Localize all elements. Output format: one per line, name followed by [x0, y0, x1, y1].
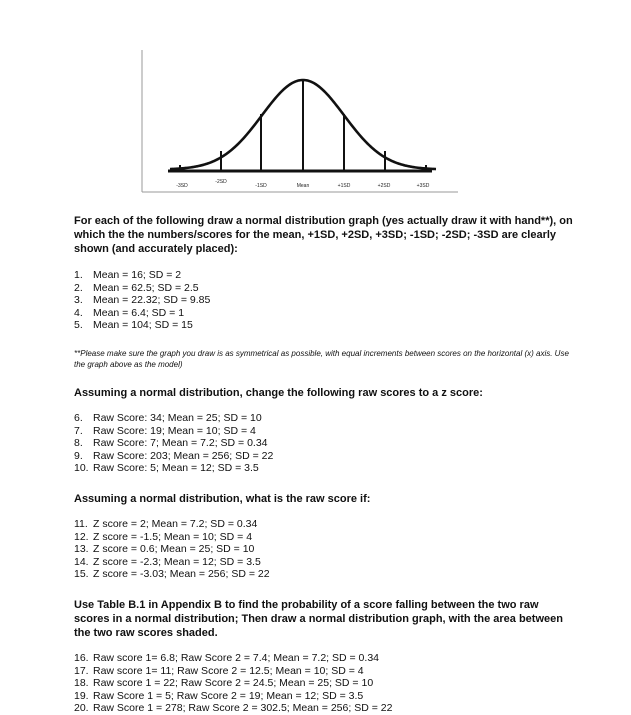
item-text: Raw Score: 19; Mean = 10; SD = 4	[93, 424, 256, 437]
list-item	[74, 568, 574, 581]
item-text: Raw Score: 34; Mean = 25; SD = 10	[93, 411, 262, 424]
item-text: Z score = -3.03; Mean = 256; SD = 22	[93, 568, 270, 581]
list-item	[74, 307, 574, 320]
item-text: Z score = -2.3; Mean = 12; SD = 3.5	[93, 555, 261, 568]
item-number: 4.	[74, 306, 83, 319]
item-number: 9.	[74, 449, 83, 462]
item-text: Raw score 1= 11; Raw Score 2 = 12.5; Mean = 10; SD = 4	[93, 664, 364, 677]
item-number: 10.	[74, 462, 89, 475]
normal-curve-svg	[140, 44, 465, 196]
section2-list	[74, 412, 574, 475]
item-number: 1.	[74, 269, 83, 281]
tick-label-minus1sd: -1SD	[255, 183, 267, 189]
section2-instructions: Assuming a normal distribution, change the following raw scores to a z score:	[74, 386, 483, 399]
section1-instructions: For each of the following draw a normal distribution graph (yes actually draw it with hand**), on which the the numbers/scores for the mean, +1SD, +2SD, +3SD; -1SD; -2SD; -3SD are clearly shown (and accurately placed):	[74, 215, 573, 255]
item-text: Mean = 16; SD = 2	[93, 269, 182, 281]
section4-list	[74, 652, 574, 715]
item-text: Raw Score 1 = 5; Raw Score 2 = 19; Mean = 12; SD = 3.5	[93, 689, 364, 702]
item-text: Z score = -1.5; Mean = 10; SD = 4	[93, 530, 253, 543]
item-text: Raw Score: 203; Mean = 256; SD = 22	[93, 449, 274, 462]
item-number: 2.	[74, 281, 83, 294]
item-text: Mean = 6.4; SD = 1	[93, 306, 185, 319]
list-item	[74, 531, 574, 544]
item-text: Z score = 2; Mean = 7.2; SD = 0.34	[93, 517, 258, 530]
item-number: 19.	[74, 689, 89, 702]
section3-list	[74, 518, 574, 581]
list-item	[74, 556, 574, 569]
item-text: Raw Score: 5; Mean = 12; SD = 3.5	[93, 462, 259, 475]
tick-label-plus3sd: +3SD	[416, 183, 430, 189]
tick-label-mean: Mean	[296, 183, 310, 189]
item-number: 7.	[74, 424, 83, 437]
item-number: 12.	[74, 530, 89, 543]
list-item	[74, 319, 574, 332]
tick-label-plus2sd: +2SD	[377, 183, 391, 189]
list-item	[74, 543, 574, 556]
item-number: 3.	[74, 294, 83, 307]
list-item	[74, 665, 574, 678]
item-text: Raw Score: 7; Mean = 7.2; SD = 0.34	[93, 437, 268, 450]
tick-label-minus3sd: -3SD	[176, 183, 188, 189]
item-text: Mean = 104; SD = 15	[93, 319, 193, 332]
item-number: 16.	[74, 651, 89, 664]
item-text: Raw score 1 = 22; Raw Score 2 = 24.5; Mean = 25; SD = 10	[93, 677, 374, 690]
item-number: 15.	[74, 568, 89, 581]
list-item	[74, 702, 574, 715]
worksheet-content	[74, 214, 574, 715]
item-number: 13.	[74, 543, 89, 556]
model-note: **Please make sure the graph you draw is as symmetrical as possible, with equal increments between scores on the horizontal (x) axis. Use the graph above as the model)	[74, 348, 569, 369]
list-item	[74, 677, 574, 690]
item-text: Mean = 62.5; SD = 2.5	[93, 281, 199, 294]
list-item	[74, 450, 574, 463]
list-item	[74, 462, 574, 475]
list-item	[74, 412, 574, 425]
item-text: Mean = 22.32; SD = 9.85	[93, 294, 211, 307]
item-number: 11.	[74, 517, 88, 530]
item-text: Raw score 1= 6.8; Raw Score 2 = 7.4; Mean = 7.2; SD = 0.34	[93, 651, 379, 664]
item-number: 20.	[74, 702, 89, 715]
list-item	[74, 518, 574, 531]
item-number: 14.	[74, 555, 89, 568]
item-number: 6.	[74, 411, 83, 424]
section3-instructions: Assuming a normal distribution, what is the raw score if:	[74, 492, 371, 505]
item-number: 8.	[74, 437, 83, 450]
list-item	[74, 652, 574, 665]
item-text: Raw Score 1 = 278; Raw Score 2 = 302.5; Mean = 256; SD = 22	[93, 702, 393, 715]
list-item	[74, 282, 574, 295]
item-text: Z score = 0.6; Mean = 25; SD = 10	[93, 543, 255, 556]
list-item	[74, 425, 574, 438]
item-number: 18.	[74, 677, 89, 690]
list-item	[74, 690, 574, 703]
tick-label-plus1sd: +1SD	[337, 183, 351, 189]
section4-instructions: Use Table B.1 in Appendix B to find the probability of a score falling between the two raw scores in a normal distribution; Then draw a normal distribution graph, with the area between the two raw scores shaded.	[74, 598, 563, 639]
section1-list	[74, 269, 574, 332]
item-number: 17.	[74, 664, 89, 677]
item-number: 5.	[74, 319, 83, 332]
list-item	[74, 269, 574, 282]
tick-label-minus2sd: -2SD	[215, 179, 227, 185]
list-item	[74, 294, 574, 307]
normal-curve-figure	[140, 44, 465, 196]
list-item	[74, 437, 574, 450]
